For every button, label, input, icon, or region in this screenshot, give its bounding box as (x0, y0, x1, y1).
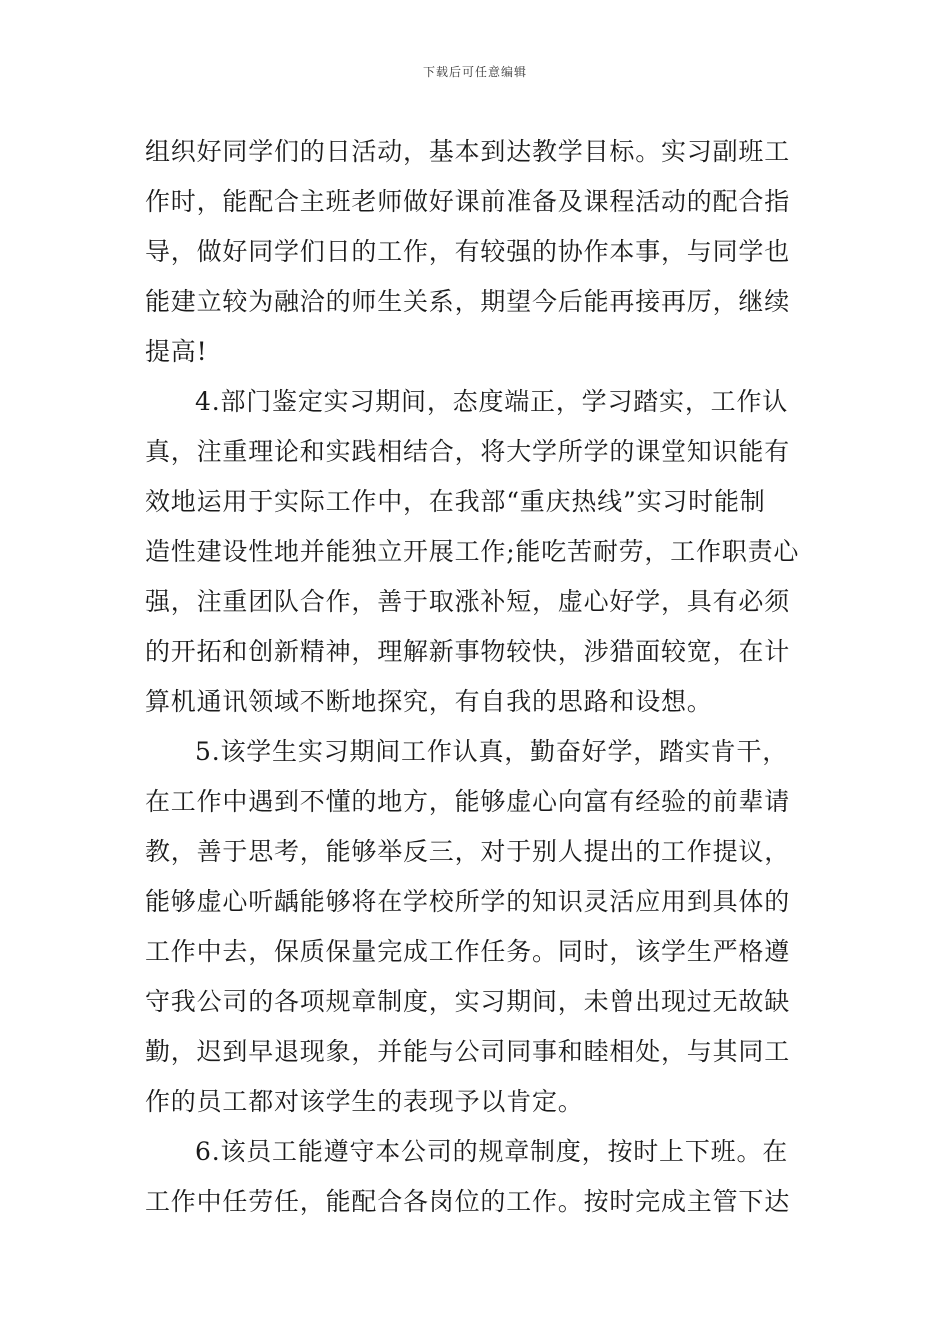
text-line: 强，注重团队合作，善于取涨补短，虚心好学，具有必须 (145, 587, 791, 616)
text-line: 6.该员工能遵守本公司的规章制度，按时上下班。在 (195, 1137, 789, 1166)
text-line: 作时，能配合主班老师做好课前准备及课程活动的配合指 (145, 187, 791, 216)
text-line: 效地运用于实际工作中，在我部“重庆热线”实习时能制 (145, 487, 766, 516)
text-line: 能够虚心听龋能够将在学校所学的知识灵活应用到具体的 (145, 887, 791, 916)
text-line: 5.该学生实习期间工作认真，勤奋好学，踏实肯干， (195, 737, 789, 766)
text-line: 工作中任劳任，能配合各岗位的工作。按时完成主管下达 (145, 1187, 791, 1216)
text-line: 工作中去，保质保量完成工作任务。同时，该学生严格遵 (145, 937, 791, 966)
text-line: 守我公司的各项规章制度，实习期间，未曾出现过无故缺 (145, 987, 791, 1016)
text-line: 的开拓和创新精神，理解新事物较快，涉猎面较宽，在计 (145, 637, 791, 666)
text-line: 算机通讯领域不断地探究，有自我的思路和设想。 (145, 687, 713, 716)
text-line: 提高! (145, 337, 208, 366)
text-line: 作的员工都对该学生的表现予以肯定。 (145, 1087, 584, 1116)
text-line: 在工作中遇到不懂的地方，能够虚心向富有经验的前辈请 (145, 787, 791, 816)
text-line: 能建立较为融洽的师生关系，期望今后能再接再厉，继续 (145, 287, 791, 316)
text-line: 组织好同学们的日活动，基本到达教学目标。实习副班工 (145, 137, 791, 166)
text-line: 4.部门鉴定实习期间，态度端正，学习踏实，工作认 (195, 387, 789, 416)
text-line: 真，注重理论和实践相结合，将大学所学的课堂知识能有 (145, 437, 791, 466)
text-line: 造性建设性地并能独立开展工作;能吃苦耐劳，工作职责心 (145, 537, 800, 566)
text-line: 勤，迟到早退现象，并能与公司同事和睦相处，与其同工 (145, 1037, 791, 1066)
text-line: 导，做好同学们日的工作，有较强的协作本事，与同学也 (145, 237, 791, 266)
text-line: 教，善于思考，能够举反三，对于别人提出的工作提议， (145, 837, 791, 866)
page-header: 下载后可任意编辑 (422, 65, 527, 79)
